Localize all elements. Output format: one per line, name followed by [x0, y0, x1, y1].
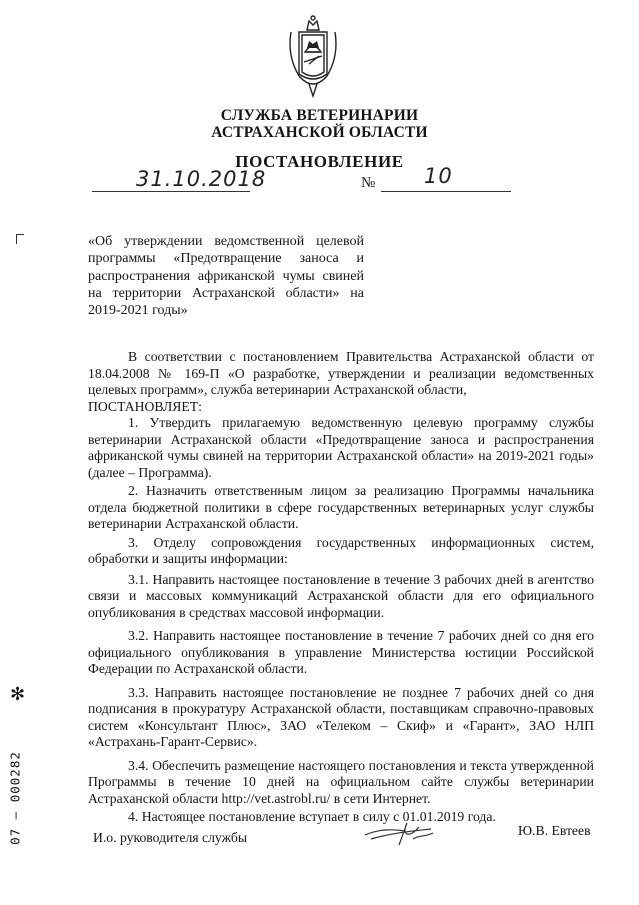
document-body — [88, 349, 594, 826]
paragraph-3-2: 3.2. Направить настоящее постановление в течение 7 рабочих дней со дня его официального опубликования в управление Министерства юстиции Российской Федерации по Астраханской области. — [88, 628, 594, 676]
signatory-position: И.о. руководителя службы — [93, 830, 248, 845]
org-name-line1: СЛУЖБА ВЕТЕРИНАРИИ — [220, 107, 419, 124]
document-date: 31.10.2018 — [136, 167, 267, 191]
margin-registration-stamp — [2, 744, 28, 852]
org-name-line2: АСТРАХАНСКОЙ ОБЛАСТИ — [211, 124, 428, 141]
document-number: 10 — [424, 164, 453, 188]
date-underline — [92, 191, 250, 192]
document-type-title: ПОСТАНОВЛЕНИЕ — [235, 152, 404, 171]
document-subject: «Об утверждении ведомственной целевой программы «Предотвращение заноса и распространения африканской чумы свиней на территории Астраханской области» на 2019-2021 годы» — [88, 234, 364, 319]
paragraph-3-3: 3.3. Направить настоящее постановление не позднее 7 рабочих дней со дня подписания в прокуратуру Астраханской области, поставщикам справочно-правовых систем «Консультант Плюс», ЗАО «Телеком – Скиф» и «Гарант», ЗАО НЛП «Астрахань-Гарант-Сервис». — [88, 684, 594, 749]
number-sign: № — [361, 175, 376, 191]
decree-word: ПОСТАНОВЛЯЕТ: — [88, 398, 202, 414]
margin-asterisk-mark: ✻ — [10, 684, 26, 705]
paragraph-3-4: 3.4. Обеспечить размещение настоящего постановления и текста утвержденной Программы в течение 10 дней на официальном сайте службы ветеринарии Астраханской области http://vet.astrobl.ru/ в сети Интернет. — [88, 757, 594, 806]
paragraph-1: 1. Утвердить прилагаемую ведомственную целевую программу службы ветеринарии Астраханской области «Предотвращение заноса и распространения африканской чумы свиней на территории Астраханской области» на 2019-2021 годы» (далее – Программа). — [88, 415, 594, 480]
paragraph-3-1: 3.1. Направить настоящее постановление в течение 3 рабочих дней в агентство связи и массовых коммуникаций Астраханской области для его официального опубликования в средствах массовой информации. — [88, 571, 594, 620]
coat-of-arms-icon — [285, 12, 341, 104]
preamble-paragraph: В соответствии с постановлением Правительства Астраханской области от 18.04.2008 № 169-П «О разработке, утверждении и реализации ведомственных целевых программ», служба ветеринарии Астраханской области, — [88, 349, 594, 397]
signatory-name: Ю.В. Евтеев — [518, 823, 591, 838]
paragraph-4: 4. Настоящее постановление вступает в силу с 01.01.2019 года. — [128, 809, 496, 824]
paragraph-3: 3. Отделу сопровождения государственных информационных систем, обработки и защиты информации: — [88, 534, 594, 566]
registration-number: 07 – 000282 — [7, 751, 23, 845]
number-underline — [381, 191, 511, 192]
handwritten-signature — [361, 817, 441, 849]
subject-corner-bracket — [16, 234, 24, 244]
paragraph-2: 2. Назначить ответственным лицом за реализацию Программы начальника отдела бюджетной политики в сфере государственных ветеринарных услуг службы ветеринарии Астраханской области. — [88, 483, 594, 531]
